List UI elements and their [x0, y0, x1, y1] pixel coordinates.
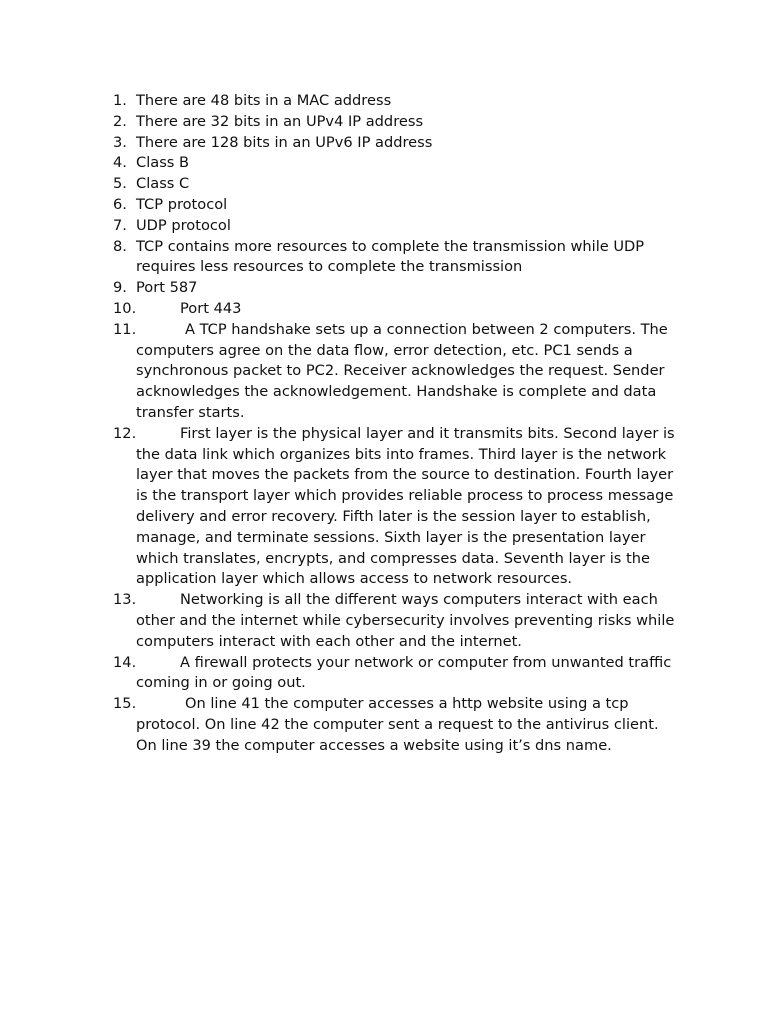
item-number: 7.: [113, 216, 127, 234]
list-item: [113, 112, 683, 133]
answer-list: [113, 91, 683, 757]
list-item: [113, 133, 683, 154]
list-item: [113, 278, 683, 299]
item-text: Port 443: [180, 299, 242, 317]
item-text: A TCP handshake sets up a connection between 2 computers. The computers agree on the data flow, error detection, etc. PC1 sends a synchronous packet to PC2. Receiver acknowledges the request. Sender acknowledges the acknowledgement. Handshake is complete and data transfer starts.: [136, 320, 668, 421]
list-item: [113, 590, 683, 652]
item-text: There are 32 bits in an UPv4 IP address: [136, 112, 424, 130]
item-number: 4.: [113, 154, 127, 172]
item-number: 9.: [113, 279, 127, 297]
item-number: 2.: [113, 112, 127, 130]
item-text: There are 128 bits in an UPv6 IP address: [136, 133, 433, 151]
item-number: 5.: [113, 175, 127, 193]
list-item: [113, 653, 683, 695]
item-number: 13.: [113, 591, 137, 609]
list-item: [113, 174, 683, 195]
item-text: There are 48 bits in a MAC address: [136, 92, 392, 109]
item-number: 14.: [113, 653, 137, 671]
item-text: On line 41 the computer accesses a http website using a tcp protocol. On line 42 the computer sent a request to the antivirus client. On line 39 the computer accesses a website using it’s dns name.: [136, 695, 659, 754]
list-item: [113, 694, 683, 756]
list-item: [113, 195, 683, 216]
item-text: TCP protocol: [136, 195, 228, 213]
item-number: 11.: [113, 320, 137, 338]
item-text: A firewall protects your network or computer from unwanted traffic coming in or going out.: [136, 653, 672, 692]
list-item: [113, 153, 683, 174]
item-number: 6.: [113, 195, 127, 213]
item-text: Networking is all the different ways computers interact with each other and the internet while cybersecurity involves preventing risks while computers interact with each other and the internet.: [136, 591, 675, 650]
item-number: 12.: [113, 424, 137, 442]
item-text: UDP protocol: [136, 216, 231, 234]
list-item: [113, 424, 683, 590]
item-text: Class B: [136, 154, 190, 172]
list-item: [113, 320, 683, 424]
item-text: First layer is the physical layer and it transmits bits. Second layer is the data link which organizes bits into frames. Third layer is the network layer that moves the packets from the source to destination. Fourth layer is the transport layer which provides reliable process to process message delivery and error recovery. Fifth later is the session layer to establish, manage, and terminate sessions. Sixth layer is the presentation layer which translates, encrypts, and compresses data. Seventh layer is the application layer which allows access to network resources.: [136, 424, 675, 588]
item-number: 1.: [113, 92, 127, 109]
item-number: 15.: [113, 695, 137, 713]
list-item: [113, 237, 683, 279]
list-item: [113, 216, 683, 237]
list-item: [113, 91, 683, 112]
item-text: Port 587: [136, 279, 198, 297]
item-text: TCP contains more resources to complete the transmission while UDP requires less resources to complete the transmission: [136, 237, 645, 276]
item-number: 3.: [113, 133, 127, 151]
item-text: Class C: [136, 175, 190, 193]
item-number: 10.: [113, 299, 137, 317]
list-item: [113, 299, 683, 320]
item-number: 8.: [113, 237, 127, 255]
